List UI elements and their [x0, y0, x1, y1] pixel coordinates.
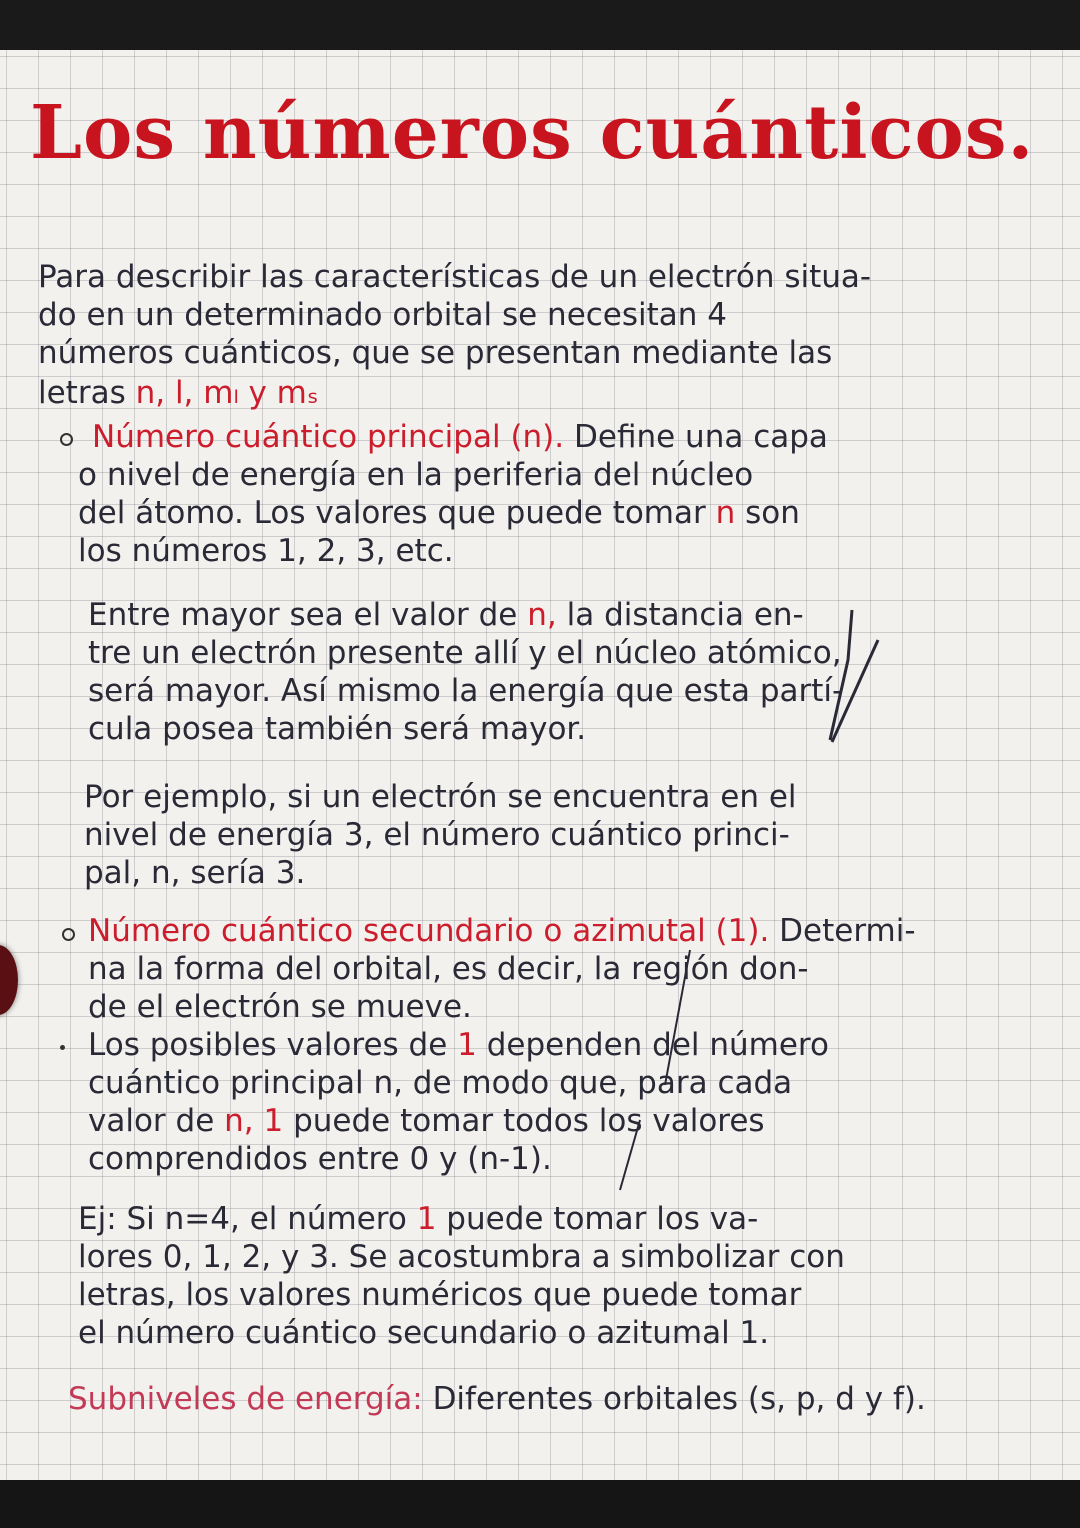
- quantum-letters: n, l, mₗ y mₛ: [135, 375, 319, 411]
- principal-values-line: los números 1, 2, 3, etc.: [78, 533, 454, 569]
- sec-para2-b: dependen del número: [486, 1027, 829, 1063]
- pen-stroke-2: [832, 640, 878, 742]
- principal-heading: Número cuántico principal (n).: [92, 419, 565, 455]
- ej-line-2: lores 0, 1, 2, y 3. Se acostumbra a simbolizar con: [78, 1239, 845, 1275]
- sec-para2-line3-b: puede tomar todos los valores: [293, 1103, 765, 1139]
- ej-line-1-a: Ej: Si n=4, el número: [78, 1201, 407, 1237]
- sec-para2-a: Los posibles valores de: [88, 1027, 448, 1063]
- pen-stroke-3: [665, 950, 690, 1085]
- intro-line-2: do en un determinado orbital se necesitan 4: [38, 297, 728, 333]
- ej-line-1-b: puede tomar los va-: [446, 1201, 759, 1237]
- example-line-2: nivel de energía 3, el número cuántico princi-: [84, 817, 790, 853]
- secundario-para2-line-2: cuántico principal n, de modo que, para cada: [88, 1065, 793, 1101]
- sec-para2-line3-a: valor de: [88, 1103, 215, 1139]
- example-line-3: pal, n, sería 3.: [84, 855, 306, 891]
- example-line-1: Por ejemplo, si un electrón se encuentra en el: [84, 779, 797, 815]
- secundario-line-1-rest: Determi-: [779, 913, 916, 949]
- pen-stroke-4: [620, 1120, 640, 1190]
- principal-line-2: o nivel de energía en la periferia del núcleo: [78, 457, 754, 493]
- ej-l-symbol: 1: [416, 1201, 437, 1237]
- subniveles-text: Diferentes orbitales (s, p, d y f).: [432, 1381, 926, 1417]
- principal-line-3-text: del átomo. Los valores que puede tomar: [78, 495, 706, 531]
- pen-strokes: [0, 50, 1080, 1480]
- para2-line-1-a: Entre mayor sea el valor de: [88, 597, 518, 633]
- secundario-para2-line-4: comprendidos entre 0 y (n-1).: [88, 1141, 552, 1177]
- ej-line-3: letras, los valores numéricos que puede tomar: [78, 1277, 802, 1313]
- para2-line-1-b: la distancia en-: [566, 597, 804, 633]
- page-title: Los números cuánticos.: [30, 90, 1035, 176]
- para2-n-symbol: n,: [527, 597, 557, 633]
- ej-line-4: el número cuántico secundario o azitumal 1.: [78, 1315, 770, 1351]
- n-l-symbols: n, 1: [224, 1103, 284, 1139]
- principal-para2-line-2: tre un electrón presente allí y el núcleo atómico,: [88, 635, 842, 671]
- principal-para2-line-4: cula posea también será mayor.: [88, 711, 587, 747]
- principal-line-3-end: son: [745, 495, 800, 531]
- page-shadow: [0, 1480, 1080, 1528]
- intro-line-1: Para describir las características de un electrón situa-: [38, 259, 872, 295]
- intro-line-3: números cuánticos, que se presentan mediante las: [38, 335, 833, 371]
- n-symbol: n: [715, 495, 736, 531]
- subniveles-label: Subniveles de energía:: [68, 1381, 423, 1417]
- secundario-heading: Número cuántico secundario o azimutal (1).: [88, 913, 770, 949]
- principal-para2-line-3: será mayor. Así mismo la energía que esta partí-: [88, 673, 844, 709]
- notebook-page: [0, 50, 1080, 1480]
- intro-letters-prefix: letras: [38, 375, 126, 411]
- principal-line-1-rest: Define una capa: [574, 419, 828, 455]
- secundario-line-2: na la forma del orbital, es decir, la región don-: [88, 951, 809, 987]
- secundario-line-3: de el electrón se mueve.: [88, 989, 472, 1025]
- l-symbol: 1: [457, 1027, 477, 1063]
